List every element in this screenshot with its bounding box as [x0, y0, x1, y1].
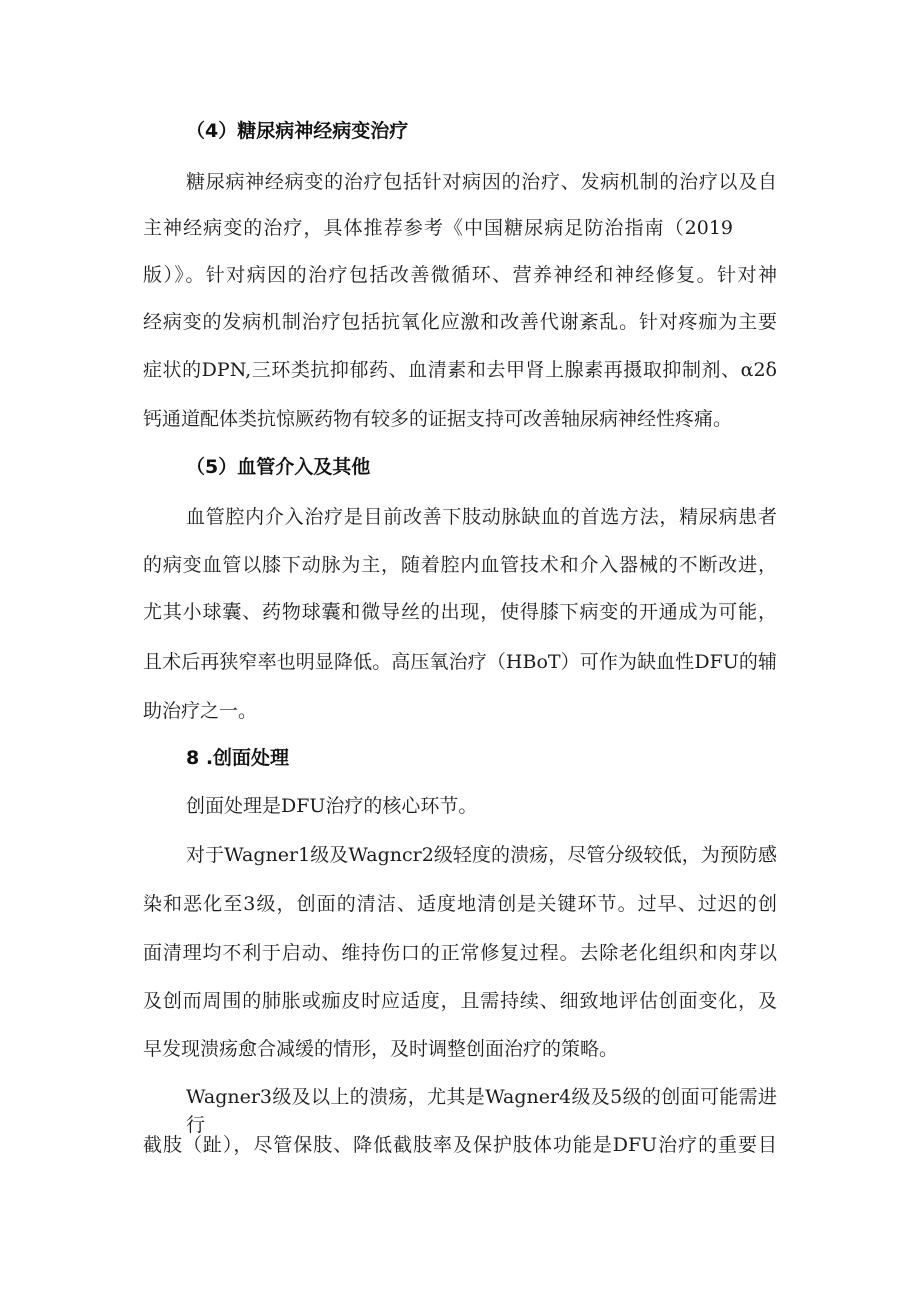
paragraph-line: 症状的DPN,三环类抗抑郁药、血清素和去甲肾上腺素再摄取抑制剂、α2δ — [143, 359, 777, 381]
paragraph-line: 血管腔内介入治疗是目前改善下肢动脉缺血的首选方法，精尿病患者 — [186, 506, 777, 528]
section-heading-wound-care: 8 .创面处理 — [186, 747, 290, 769]
paragraph-line: 经病变的发病机制治疗包括抗氧化应激和改善代谢紊乱。针对疼痂为主要 — [143, 311, 777, 333]
paragraph-line: 且术后再狭窄率也明显降低。高压氧治疗（HBoT）可作为缺血性DFU的辅 — [143, 651, 777, 673]
paragraph-line: 钙通道配体类抗惊厥药物有较多的证据支持可改善轴尿病神经性疼痛。 — [143, 408, 733, 430]
paragraph-line: 糖尿病神经病变的治疗包括针对病因的治疗、发病机制的治疗以及自 — [186, 171, 777, 193]
paragraph-line: 主神经病变的治疗，具体推荐参考《中国糖尿病足防治指南（2019 — [143, 217, 733, 239]
paragraph-line: 尤其小球囊、药物球囊和微导丝的出现，使得膝下病变的开通成为可能， — [143, 601, 777, 623]
paragraph-line: 助治疗之一。 — [143, 700, 258, 722]
paragraph-line: 早发现溃疡愈合减缓的情形，及时调整创面治疗的策略。 — [143, 1038, 619, 1060]
paragraph-line: 截肢（趾），尽管保肢、降低截肢率及保护肢体功能是DFU治疗的重要目 — [143, 1134, 777, 1156]
paragraph-line: 对于Wagner1级及Wagncr2级轻度的溃疡，尽管分级较低，为预防感 — [186, 844, 777, 866]
section-heading-neuropathy: （4）糖尿病神经病变治疗 — [186, 120, 409, 142]
paragraph-line: 及创而周围的肺胀或痂皮时应适度，且需持续、细致地评估创面变化，及 — [143, 990, 777, 1012]
paragraph-line: 创面处理是DFU治疗的核心环节。 — [186, 795, 478, 817]
paragraph-line: 版）》。针对病因的治疗包括改善微循环、营养神经和神经修复。针对神 — [143, 264, 777, 286]
paragraph-line: 的病变血管以膝下动脉为主，随着腔内血管技术和介入器械的不断改进， — [143, 554, 777, 576]
section-heading-vascular: （5）血管介入及其他 — [186, 456, 371, 478]
paragraph-line: 染和恶化至3级，创面的清洁、适度地清创是关键环节。过早、过迟的创 — [143, 893, 777, 915]
paragraph-line: Wagner3级及以上的溃疡，尤其是Wagner4级及5级的创面可能需进行 — [186, 1086, 777, 1136]
paragraph-line: 面清理均不利于启动、维持伤口的正常修复过程。去除老化组织和肉芽以 — [143, 942, 777, 964]
